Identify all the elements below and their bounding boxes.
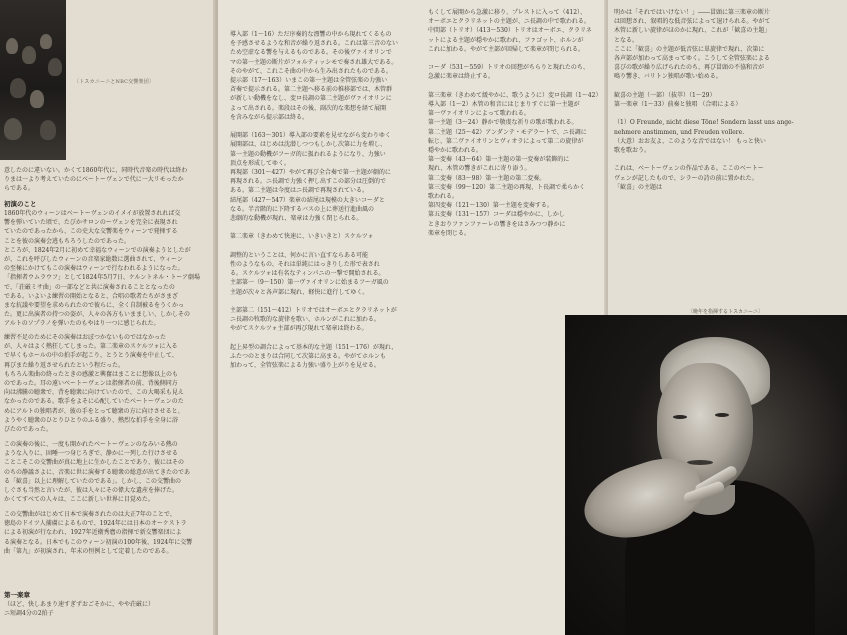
- text-line: [230, 334, 418, 343]
- section-aftermath: [4, 440, 209, 504]
- text-line: アルトのソプラノを弾いたのもやはり一つに感じられた。: [4, 320, 160, 328]
- text-line: 主部第一（9～150）第一ヴァイオリンに始まるフーガ風の: [230, 279, 389, 287]
- text-line: 第五変奏（131～157）コーダは穏やかに、しかし: [428, 211, 565, 219]
- text-line: ことこそこの交響曲が真に地上に生かしたことであり、彼にはその: [4, 459, 185, 467]
- text-line: 主部第二（151～412）トリオではオーボエとクラリネットが: [230, 307, 397, 315]
- text-line: ニ長調の牧歌的な旋律を歌い、ホルンがこれに加わる。: [230, 316, 380, 324]
- left-intro: [4, 166, 209, 194]
- section-reception: [4, 333, 209, 434]
- text-line: [230, 122, 418, 131]
- text-line: [614, 109, 842, 118]
- text-line: よって出される。楽段はその後、副次的な楽想を経て展開: [230, 104, 387, 112]
- text-line: なかったのである。歌手をよそに心配していたベートーヴェンのた: [4, 398, 184, 406]
- text-line: は回想され、叙唱的な低音弦によって退けられる。やがて: [614, 18, 771, 26]
- text-line: ことを彼の演奏会逃もちろうしたのであった。: [4, 237, 130, 245]
- text-line: 楽章を閉じる。: [428, 229, 471, 237]
- text-line: で、「荘厳ミサ曲」の一部などと共に演奏されることとなったの: [4, 283, 175, 291]
- text-line: やがてスケルツォ主部が再び現れて楽章は終わる。: [230, 325, 368, 333]
- orchestra-photo-caption: 〔トスカニーニとNBC交響楽団〕: [74, 79, 155, 85]
- text-line: 調整的ということは、何かに言い直すならある可能: [230, 251, 369, 259]
- text-line: 現れ、木管の響きがこれに寄り添う。: [428, 165, 531, 173]
- text-line: 第二楽章（きわめて快速に、いきいきと）スケルツォ: [230, 233, 374, 241]
- text-line: [428, 82, 603, 91]
- text-line: びたのであった。: [4, 426, 52, 434]
- text-line: 第二主題（25～42）アンダンテ・モデラートで、ニ長調に: [428, 128, 587, 136]
- text-line: 1860年代のウィーンはベートーヴェンのイメイが放置されれば交: [4, 210, 181, 217]
- text-line: 再現される。ニ長調で力強く押し出すこの部分は圧倒的で: [230, 178, 387, 186]
- text-line: 意したのに違いない。かくて1860年代に、同時代音楽の時代は終わ: [4, 167, 188, 174]
- text-line: 喜びの歌が繰り広げられたのち、再び冒頭の不協和音が: [614, 64, 765, 72]
- text-line: 「歓喜」の主題は: [614, 183, 663, 191]
- text-line: 展開部（163～301）導入部の要素を見せながら変わりゆく: [230, 132, 391, 140]
- text-line: のであった。耳の遠いベートーヴェンは指揮者の前、背後側同方: [4, 380, 178, 388]
- text-line: そのやがて、これこそ曲の中から生み出されたものである。: [230, 67, 392, 75]
- text-line: 第一主題（3～24）静かで敬虔な祈りの歌が歌われる。: [428, 119, 578, 127]
- first-movement-footer: [4, 590, 209, 618]
- text-line: 木管に新しい旋律がほのかに現れ、これが「歓喜の主題」: [614, 27, 771, 35]
- orchestra-photo: [0, 0, 66, 160]
- text-line: ヴェンが記したもので、シラーの詩の前に置かれた。: [614, 174, 758, 182]
- middle-page: [218, 0, 608, 635]
- text-line: 結尾部（427～547）楽章の結尾は規模の大きいコーダと: [230, 196, 385, 204]
- text-line: （1）O Freunde, nicht diese Töne! Sondern lasst uns ange-: [614, 119, 794, 127]
- text-line: [614, 155, 842, 164]
- text-line: 頂点を形成してゆく。: [230, 159, 290, 167]
- text-line: る「歓喜」以上に理解していたのである」。しかし、この交響曲の: [4, 477, 182, 485]
- text-line: コーダ（531～559）トリオの回想がちらりと現れたのち、: [428, 64, 589, 72]
- section-japan: [4, 510, 209, 556]
- text-line: 明かは「それではいけない！」――冒頭に第三楽章の断片: [614, 9, 771, 16]
- text-line: で早くもホールの中の拍手が起こり、とうとう演奏を中止して、: [4, 352, 178, 360]
- text-line: ていたのであったから、この史大な交響楽をウィーンで発揮する: [4, 228, 178, 236]
- text-line: （大意）おお友よ、このような音ではない！ もっと快い: [614, 137, 766, 145]
- text-line: めにアルトの独唱者が、彼の手をとって聴衆の方に向けさせると、: [4, 407, 184, 415]
- section-premiere: [4, 199, 209, 329]
- text-line: ときおりファンファーレの響きをはさみつつ静かに: [428, 220, 566, 228]
- text-line: る演奏となる。日本でもこのウィーン初演の100年後、1924年に交響: [4, 538, 193, 546]
- text-line: この交響曲がはじめて日本で演奏されたのは大正7年のことで、: [4, 511, 176, 518]
- middle-column-2: [428, 8, 603, 238]
- text-line: による初演が行なわれ、1927年近衛秀麿の指揮で新交響楽団によ: [4, 529, 182, 537]
- text-line: た。更に出演者の持つの姿が、人々の各方もいまましい、しかしその: [4, 311, 191, 319]
- text-line: ような入りに、固唾一つ身じろぎで、静かに一列した行けさせる: [4, 450, 178, 458]
- text-line: 中間部（トリオ）（413～530）トリオはオーボエ、クラリネ: [428, 27, 592, 35]
- text-line: 穏やかに歌われる。: [428, 147, 483, 155]
- text-line: 第一変奏（43～64）第一主題の第一変奏が装飾的に: [428, 156, 570, 164]
- movement-heading: 第一楽章: [4, 591, 30, 599]
- text-line: 第三変奏（99～120）第二主題の再現、ト長調で柔らかく: [428, 183, 586, 191]
- text-line: を含みながら提示部は終る。: [230, 113, 309, 121]
- text-line: の至極にかけてもこの演奏はウィーンで行なわれるようになった。: [4, 265, 184, 273]
- text-line: nehmere anstimmen, und Freuden vollere.: [614, 128, 745, 136]
- text-line: しぐさも当然と言いたが、彼は人々にその偉大な遺産を捧げた。: [4, 487, 179, 495]
- text-line: 提示部（17～163）いまこの第一主題は全管弦楽の力強い: [230, 77, 388, 85]
- text-line: 転じ、第二ヴァイオリンとヴィオラによって第二の旋律が: [428, 137, 584, 145]
- text-line: ため空虚なる響を与えるものである。その後ヴァイオリンで: [230, 49, 392, 57]
- text-line: 第四変奏（121～130）第一主題を変奏する。: [428, 202, 553, 210]
- text-line: これに加わる。やがて主部が回帰して楽章が閉じられる。: [428, 45, 585, 53]
- text-line: 響を弾いていた頃で、たびかサロンのーヴェンを完全に表現され: [4, 219, 178, 227]
- text-line: 鳴り響き、バリトン独唱が歌い始める。: [614, 73, 722, 81]
- text-line: りまは一より考えていたのにベートーヴェンで代に一大リモったか: [4, 176, 184, 184]
- portrait-photo-caption: 〔晩年を指揮するトスカニーニ〕: [688, 309, 763, 315]
- left-page: [0, 0, 215, 635]
- text-line: [230, 297, 418, 306]
- right-column: [614, 8, 842, 192]
- text-line: もちろん楽曲の終ったときの感激と興奮はまことに想像以上のも: [4, 370, 179, 378]
- text-line: 歓喜の主題（一部）（抜萃）（1～29）: [614, 91, 716, 99]
- text-line: かくてすべての人々は、ここに新しい世界に目覚めた。: [4, 496, 154, 504]
- text-line: 性のようなもの、それは単純にはっきりした形で表され: [230, 261, 380, 269]
- text-line: 第三楽章（きわめて緩やかに、歌うように）変ロ長調（1～42）: [428, 91, 602, 99]
- text-line: 歌を歌おう。: [614, 147, 651, 155]
- text-line: が、これを呼びしたウィーンの音楽家総数に選曲されて、ウィーン: [4, 256, 183, 264]
- text-line: 加わって、全管弦楽による力強い盛り上がりを見せる。: [230, 362, 380, 370]
- text-line: 第一ヴァイオリンによって歌われる。: [428, 110, 530, 118]
- text-line: 導入部（1～2）木管の和音にはじまりすぐに第一主題が: [428, 101, 580, 108]
- text-line: [230, 242, 418, 251]
- text-line: を予感させるような和音が繰り返される。これは第三音のない: [230, 40, 399, 48]
- text-line: ある。第二主題は今度はニ長調で再現されている。: [230, 187, 369, 195]
- text-line: 徳島のドイツ人捕虜によるもので、1924年には日本のオーケストラ: [4, 520, 187, 528]
- text-line: 曲「第九」が初演され、年末の恒例として定着したのである。: [4, 547, 173, 555]
- text-line: もくして展開から急激に移り、プレストに入って（412）、: [428, 9, 587, 16]
- text-line: ここに「歓喜」の主題が低音弦に単旋律で現れ、次第に: [614, 45, 765, 53]
- middle-column-1: [230, 30, 418, 370]
- text-line: 急激に楽章は終止する。: [428, 73, 495, 81]
- text-line: ニ短調4分の2拍子: [4, 610, 54, 618]
- text-line: のちの静謐さよに、音楽に世に演奏する聴衆の総意が出てきたのであ: [4, 468, 191, 476]
- text-line: [614, 82, 842, 91]
- text-line: これは、ベートーヴェンの作品である。ここのベートー: [614, 165, 764, 173]
- text-line: 主題が次々と各声部に現れ、軽快に進行してゆく。: [230, 288, 369, 296]
- text-line: 歌われる。: [428, 193, 459, 201]
- text-line: ふたつのとまりは合同して次第に高まる。やがてホルンも: [230, 353, 386, 361]
- text-line: 再現部（301～427）やがて再び全合奏で第一主題が劇的に: [230, 169, 391, 177]
- text-line: 第一楽章（1～33）前奏と独唱 （合唱による）: [614, 101, 742, 109]
- text-line: オーボエとクラリネットの主題が、ニ長調の中で歌われる。: [428, 18, 590, 26]
- text-line: 練習不足のためにその演奏はおぼつかないものではなかった: [4, 334, 167, 341]
- text-line: 再びまた繰り返させられたという程だった。: [4, 361, 125, 369]
- text-line: なる。半音階的に下降するバスの上に葬送行進曲風の: [230, 205, 375, 213]
- text-line: 起上昇型の調合によって基本的な主題（151～176）が現れ、: [230, 343, 398, 351]
- text-line: 「指揮者ウムラウフ」として1824年5月7日、ケルントネル・トーア劇場: [4, 274, 201, 282]
- text-line: （ほど、快しあまり速すぎずおごそかに、やや荘厳に）: [4, 601, 155, 608]
- text-line: 第一主題の動機がフーガ的に扱われるようになり、力強い: [230, 150, 386, 158]
- text-line: この演奏の後に、一度も開かれたベートーヴェンのなみいる熱の: [4, 441, 178, 448]
- section-heading: 初演のこと: [4, 200, 37, 208]
- text-line: らである。: [4, 185, 34, 193]
- text-line: 向は沸騰の聴衆で、背を聴衆に向けていたので、この大喝采も見え: [4, 389, 184, 397]
- text-line: 第二変奏（83～98）第一主題の第二変奏。: [428, 174, 546, 182]
- text-line: まな抗議や要望を求められたので彼らに、全く自制被るをうくかっ: [4, 302, 185, 310]
- text-line: 悲劇的な動機が現れ、楽章は力強く閉じられる。: [230, 215, 363, 223]
- text-line: [428, 54, 603, 63]
- text-line: マの第一主題の断片がフォルティッシモで奏され雄大である。: [230, 58, 398, 66]
- text-line: [230, 223, 418, 232]
- text-line: ットによる主題が穏やかに歌われ、ファゴット、ホルンが: [428, 36, 584, 44]
- text-line: ようやく聴衆のひとりひとりのふる盛り、熱烈な拍手を全身に浴: [4, 416, 179, 424]
- text-line: 展開部は、はじめは沈潜しつつもしかし次第に力を増し、: [230, 141, 387, 149]
- text-line: となる。: [614, 36, 639, 44]
- conductor-portrait-photo: [565, 315, 847, 635]
- text-line: 導入部（1～16）ただ序奏的な漂響の中から現れてくるもの: [230, 31, 392, 38]
- text-line: が新しい動機をなし、変ロ長調の第二主題がヴァイオリンに: [230, 95, 392, 103]
- text-line: が、人々はよく熱狂してしまった。第二楽章のスケルツォに入る: [4, 343, 178, 351]
- text-line: ところが、1824年2月に初めて幸福なウィーンでの演奏ようとしたが: [4, 246, 191, 254]
- text-line: 斉奏で提示される。第二主題へ移る前の推移部では、木管群: [230, 86, 393, 94]
- text-line: る。スケルツォは有名なティンパニの一撃で開始される。: [230, 270, 385, 278]
- text-line: である。いよいよ練習の開始となると、合唱の歌者たちがさまざ: [4, 292, 179, 300]
- text-line: 各声部が加わって高まってゆく。こうして全管弦楽による: [614, 55, 770, 63]
